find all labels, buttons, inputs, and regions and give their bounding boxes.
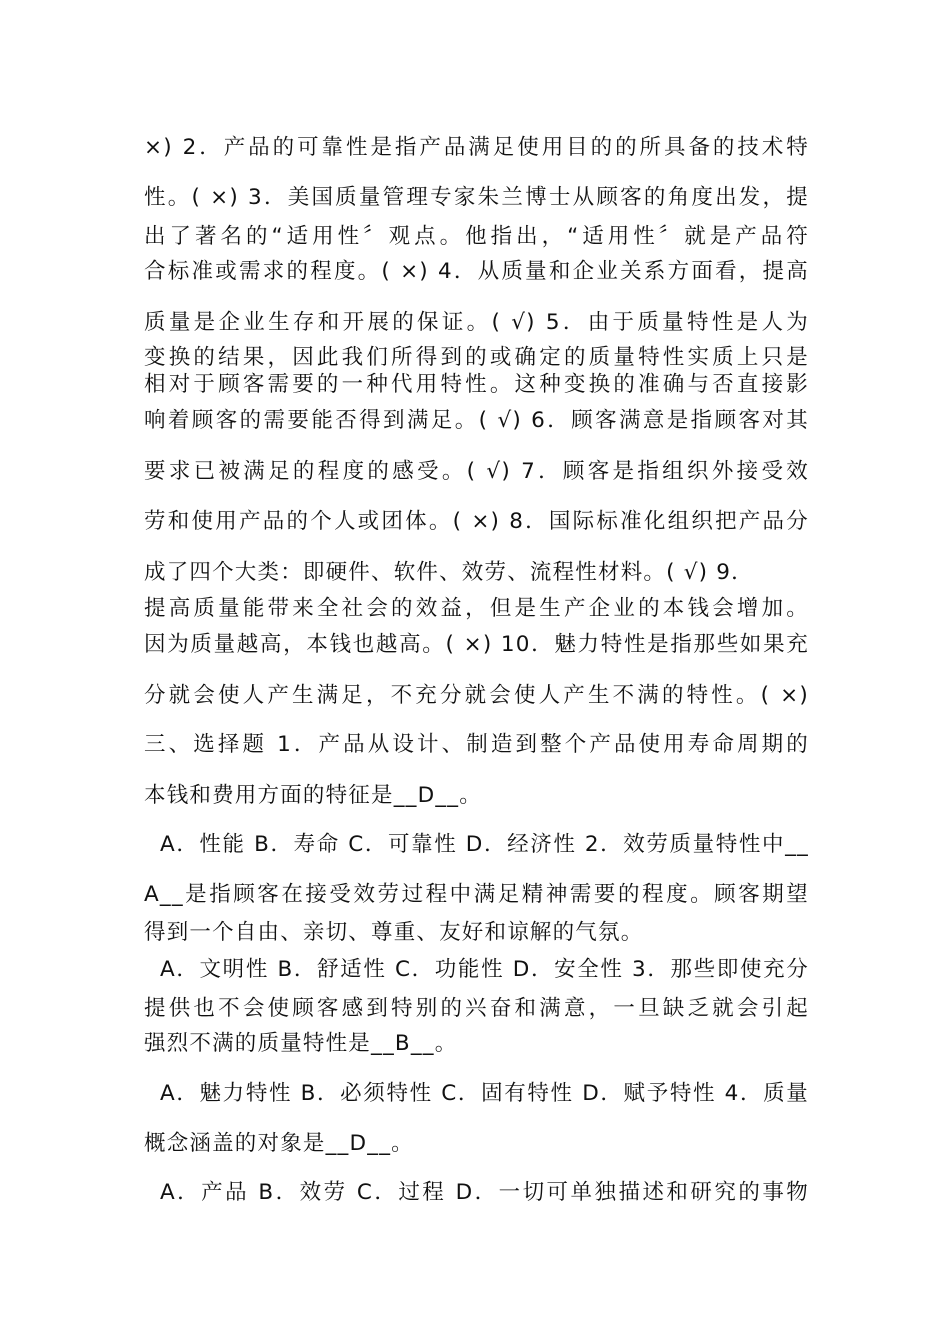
text-line: 性。( ×) 3．美国质量管理专家朱兰博士从顾客的角度出发，提 — [144, 185, 809, 210]
text-line: 响着顾客的需要能否得到满足。( √) 6．顾客满意是指顾客对其 — [144, 408, 809, 433]
text-line: 得到一个自由、亲切、尊重、友好和谅解的气氛。 — [144, 920, 644, 945]
text-line: 本钱和费用方面的特征是__D__。 — [144, 783, 482, 808]
text-line: 提供也不会使顾客感到特别的兴奋和满意，一旦缺乏就会引起 — [144, 996, 809, 1021]
text-line: 三、选择题 1．产品从设计、制造到整个产品使用寿命周期的 — [144, 732, 809, 757]
text-line: 因为质量越高，本钱也越高。( ×) 10．魅力特性是指那些如果充 — [144, 632, 809, 657]
text-line: ×) 2．产品的可靠性是指产品满足使用目的的所具备的技术特 — [144, 135, 809, 160]
text-line: 变换的结果，因此我们所得到的或确定的质量特性实质上只是 — [144, 345, 809, 370]
text-line: 分就会使人产生满足，不充分就会使人产生不满的特性。( ×) — [144, 683, 809, 708]
text-line: 成了四个大类：即硬件、软件、效劳、流程性材料。( √) 9． — [144, 560, 754, 585]
text-line: 质量是企业生存和开展的保证。( √) 5．由于质量特性是人为 — [144, 310, 809, 335]
text-line: 概念涵盖的对象是__D__。 — [144, 1131, 414, 1156]
text-line: 合标准或需求的程度。( ×) 4．从质量和企业关系方面看，提高 — [144, 259, 809, 284]
text-line: 相对于顾客需要的一种代用特性。这种变换的准确与否直接影 — [144, 372, 809, 397]
text-line: A．性能 B．寿命 C．可靠性 D．经济性 2．效劳质量特性中__ — [160, 832, 809, 857]
text-line: 提高质量能带来全社会的效益，但是生产企业的本钱会增加。 — [144, 596, 809, 621]
text-line: A__是指顾客在接受效劳过程中满足精神需要的程度。顾客期望 — [144, 882, 809, 907]
text-line: A．魅力特性 B．必须特性 C．固有特性 D．赋予特性 4．质量 — [160, 1081, 809, 1106]
text-line: A．产品 B．效劳 C．过程 D．一切可单独描述和研究的事物 — [160, 1180, 809, 1205]
text-line: 要求已被满足的程度的感受。( √) 7．顾客是指组织外接受效 — [144, 459, 809, 484]
text-line: 出了著名的“适用性〞观点。他指出，“适用性〞就是产品符 — [144, 224, 809, 249]
text-line: A．文明性 B．舒适性 C．功能性 D．安全性 3．那些即使充分 — [160, 957, 809, 982]
text-line: 劳和使用产品的个人或团体。( ×) 8．国际标准化组织把产品分 — [144, 509, 809, 534]
text-line: 强烈不满的质量特性是__B__。 — [144, 1031, 458, 1056]
